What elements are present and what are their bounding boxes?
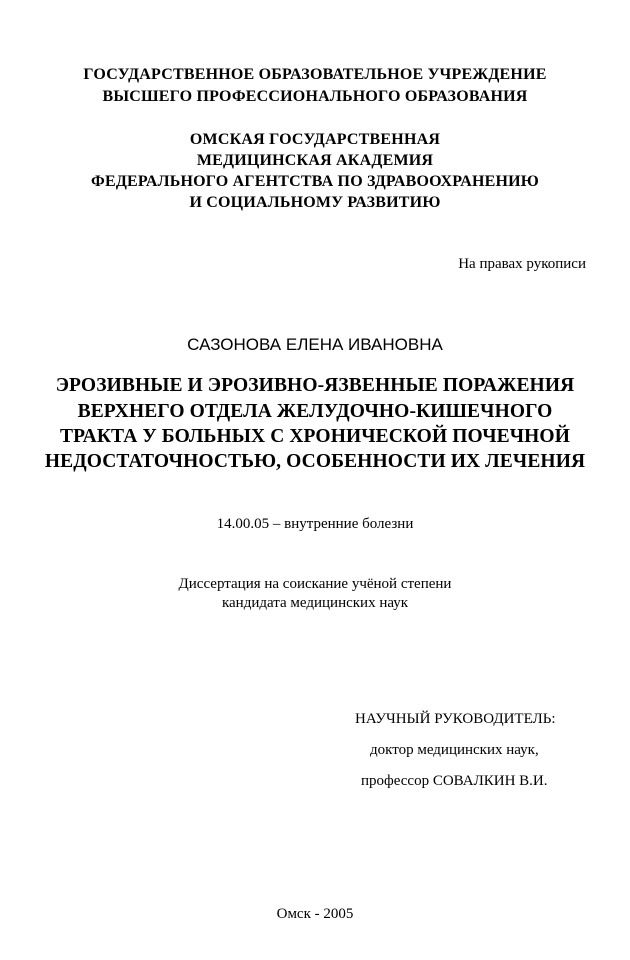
- degree-line-2: кандидата медицинских наук: [221, 595, 409, 611]
- academy-line-1: ОМСКАЯ ГОСУДАРСТВЕННАЯ: [189, 131, 441, 148]
- supervisor-heading: НАУЧНЫЙ РУКОВОДИТЕЛЬ:: [355, 711, 556, 727]
- institution-line-1: ГОСУДАРСТВЕННОЕ ОБРАЗОВАТЕЛЬНОЕ УЧРЕЖДЕНИЕ: [83, 66, 547, 83]
- academy-line-4: И СОЦИАЛЬНОМУ РАЗВИТИЮ: [189, 194, 441, 211]
- specialty-code: 14.00.05 – внутренние болезни: [216, 516, 414, 532]
- title-line-3: ТРАКТА У БОЛЬНЫХ С ХРОНИЧЕСКОЙ ПОЧЕЧНОЙ: [60, 426, 570, 447]
- place-year: Омск - 2005: [276, 906, 354, 922]
- title-line-2: ВЕРХНЕГО ОТДЕЛА ЖЕЛУДОЧНО-КИШЕЧНОГО: [77, 401, 553, 422]
- author-name: САЗОНОВА ЕЛЕНА ИВАНОВНА: [187, 335, 443, 354]
- academy-line-2: МЕДИЦИНСКАЯ АКАДЕМИЯ: [196, 152, 434, 169]
- title-line-1: ЭРОЗИВНЫЕ И ЭРОЗИВНО-ЯЗВЕННЫЕ ПОРАЖЕНИЯ: [55, 375, 575, 396]
- supervisor-name: профессор СОВАЛКИН В.И.: [361, 773, 548, 789]
- degree-line-1: Диссертация на соискание учёной степени: [178, 576, 452, 592]
- manuscript-note: На правах рукописи: [458, 256, 586, 272]
- institution-line-2: ВЫСШЕГО ПРОФЕССИОНАЛЬНОГО ОБРАЗОВАНИЯ: [102, 88, 528, 105]
- title-line-4: НЕДОСТАТОЧНОСТЬЮ, ОСОБЕННОСТИ ИХ ЛЕЧЕНИЯ: [44, 451, 586, 472]
- academy-line-3: ФЕДЕРАЛЬНОГО АГЕНТСТВА ПО ЗДРАВООХРАНЕНИЮ: [91, 173, 539, 190]
- supervisor-degree: доктор медицинских наук,: [370, 742, 539, 758]
